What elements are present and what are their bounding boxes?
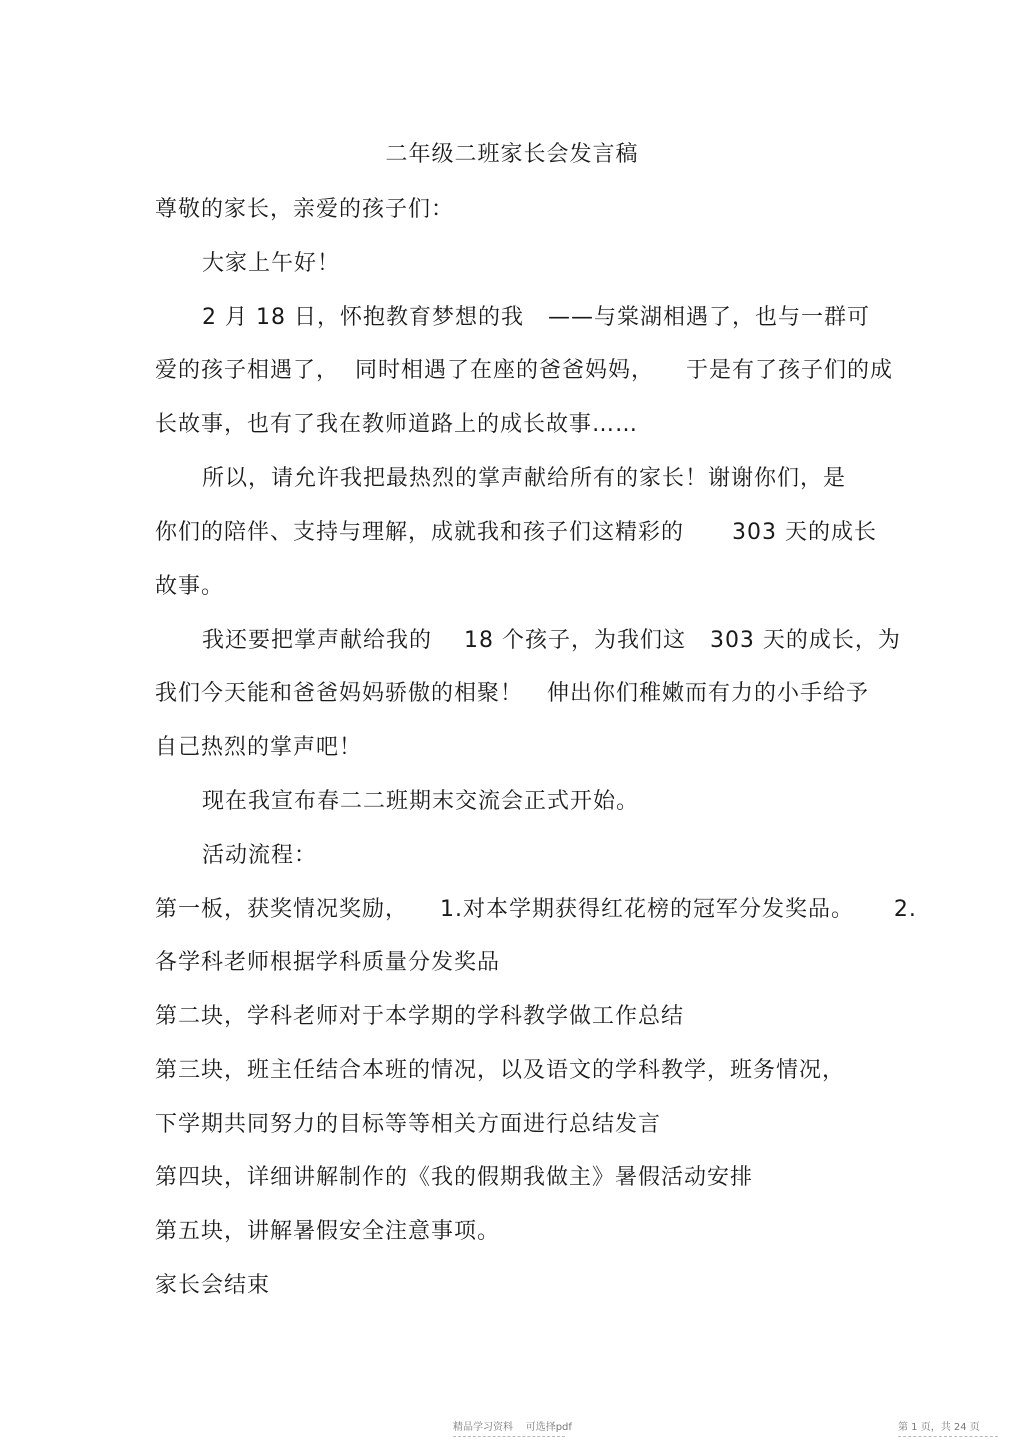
document-title: 二年级二班家长会发言稿 [385,142,639,167]
footer-left-text: 精品学习资料 可选择pdf [453,1422,572,1433]
paragraph-line: 自己热烈的掌声吧！ [155,735,363,760]
list-item: 第四块，详细讲解制作的《我的假期我做主》暑假活动安排 [155,1165,754,1190]
section-heading: 活动流程： [202,843,318,868]
list-item: 下学期共同努力的目标等等相关方面进行总结发言 [155,1112,662,1137]
list-item: 第三块，班主任结合本班的情况，以及语文的学科教学，班务情况， [155,1058,846,1083]
list-item: 第五块，讲解暑假安全注意事项。 [155,1219,501,1244]
paragraph-line: 所以，请允许我把最热烈的掌声献给所有的家长！谢谢你们，是 [202,466,847,491]
footer-divider [453,1436,565,1437]
paragraph-line: 长故事，也有了我在教师道路上的成长故事…… [155,412,639,437]
paragraph-line: 2 月 18 日，怀抱教育梦想的我 ——与棠湖相遇了，也与一群可 [202,305,870,330]
list-item: 第一板，获奖情况奖励， 1.对本学期获得红花榜的冠军分发奖品。 2. [155,897,917,922]
paragraph-line: 爱的孩子相遇了， 同时相遇了在座的爸爸妈妈， 于是有了孩子们的成 [155,358,893,383]
paragraph-line: 我们今天能和爸爸妈妈骄傲的相聚！ 伸出你们稚嫩而有力的小手给予 [155,681,869,706]
list-item: 各学科老师根据学科质量分发奖品 [155,950,501,975]
paragraph-line: 你们的陪伴、支持与理解，成就我和孩子们这精彩的 303 天的成长 [155,520,877,545]
greeting: 大家上午好！ [202,251,341,276]
paragraph-line: 故事。 [155,574,225,599]
list-item: 第二块，学科老师对于本学期的学科教学做工作总结 [155,1004,685,1029]
paragraph-line: 现在我宣布春二二班期末交流会正式开始。 [202,789,640,814]
footer-page-number: 第 1 页，共 24 页 [898,1422,980,1433]
closing-line: 家长会结束 [155,1273,271,1298]
salutation: 尊敬的家长，亲爱的孩子们： [155,197,455,222]
paragraph-line: 我还要把掌声献给我的 18 个孩子，为我们这 303 天的成长，为 [202,628,901,653]
footer-divider [898,1436,998,1437]
